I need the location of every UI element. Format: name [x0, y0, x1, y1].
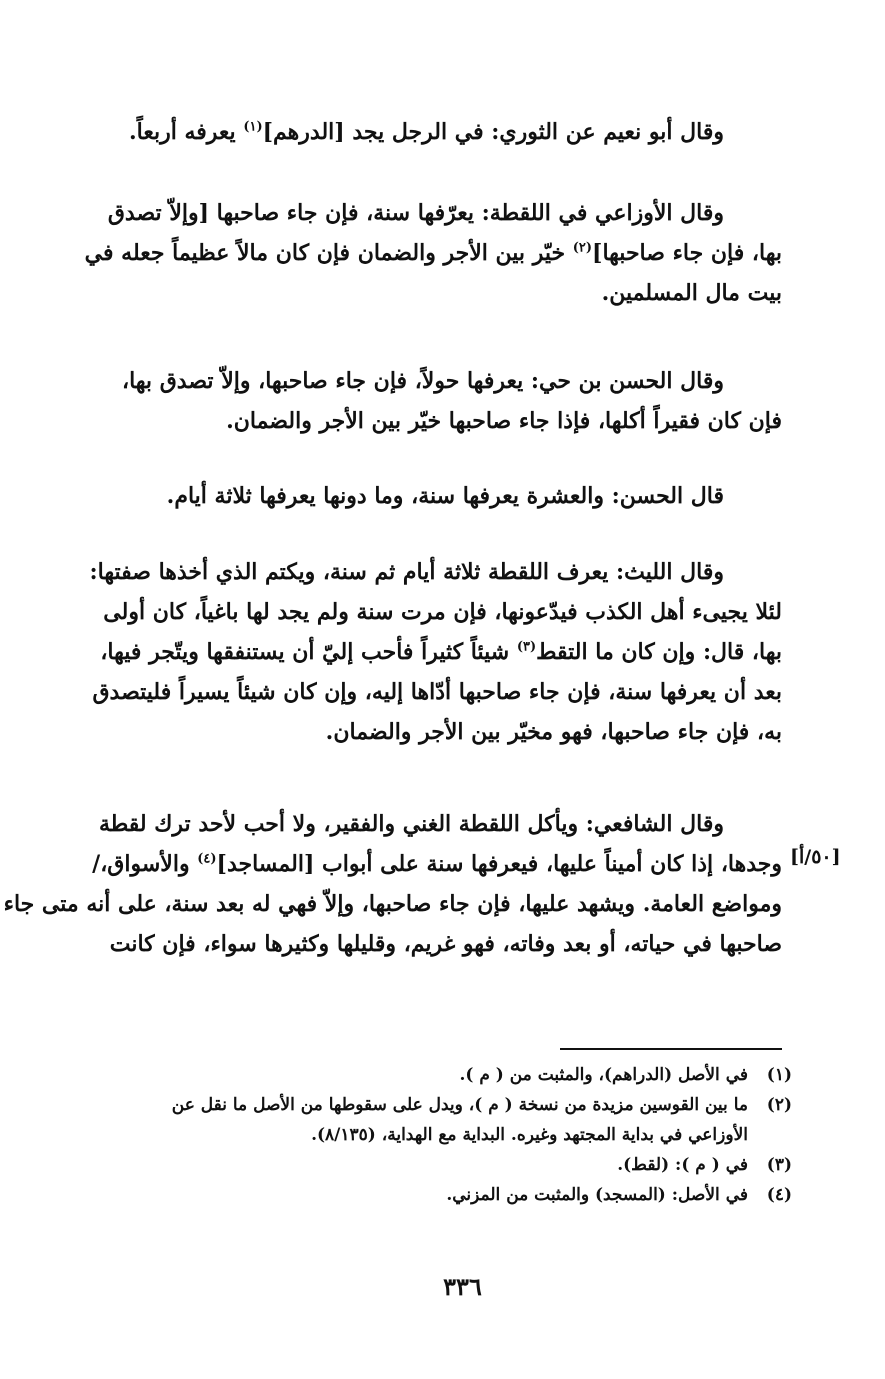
footnote-2 [40, 1090, 792, 1150]
text-line: وقال الشافعي: ويأكل اللقطة الغني والفقير، ولا أحب لأحد ترك لقطة [98, 811, 724, 837]
text-line: قال الحسن: والعشرة يعرفها سنة، وما دونها يعرفها ثلاثة أيام. [166, 483, 724, 509]
paragraph-2 [84, 193, 782, 313]
footnote-4 [40, 1180, 792, 1210]
footnote-marker[interactable]: (١) [243, 119, 263, 135]
page-number: ٣٣٦ [443, 1272, 482, 1301]
paragraph-5 [90, 552, 782, 752]
paragraph-4 [90, 476, 782, 516]
footnote-number: (١) [766, 1065, 792, 1085]
text-line: ومواضع العامة. ويشهد عليها، فإن جاء صاحبها، وإلاّ فهي له بعد سنة، على أنه متى جاء [3, 891, 782, 917]
footnote-text: في الأصل (الدراهم)، والمثبت من ( م ). [459, 1065, 748, 1085]
footnote-marker[interactable]: (٤) [197, 851, 217, 867]
footnote-marker[interactable]: (٣) [516, 639, 537, 655]
paragraph-6 [3, 804, 782, 964]
manuscript-folio-reference: [٥٠/أ] [790, 846, 841, 868]
text-line: وقال الحسن بن حي: يعرفها حولاً، فإن جاء صاحبها، وإلاّ تصدق بها، [121, 368, 724, 394]
text-line: وقال أبو نعيم عن الثوري: في الرجل يجد [الدرهم]$^{(١)}$ يعرفه أربعاً. [128, 119, 724, 145]
footnote-text: في ( م ): (لقط). [617, 1155, 748, 1175]
footnote-text: ما بين القوسين مزيدة من نسخة ( م )، ويدل على سقوطها من الأصل ما نقل عن الأوزاعي في بداية المجتهد وغيره. البداية مع الهداية، (٨/١٣٥). [171, 1095, 748, 1145]
text-line: بها، قال: وإن كان ما التقط$^{(٣)}$ شيئاً كثيراً فأحب إليّ أن يستنفقها ويتّجر فيها، [100, 639, 782, 665]
paragraph-1 [90, 112, 782, 152]
text-line: فإن كان فقيراً أكلها، فإذا جاء صاحبها خيّر بين الأجر والضمان. [226, 408, 782, 434]
text-line: لئلا يجيىء أهل الكذب فيدّعونها، فإن مرت سنة ولم يجد لها باغياً، كان أولى [103, 599, 782, 625]
text-line: بعد أن يعرفها سنة، فإن جاء صاحبها أدّاها إليه، وإن كان شيئاً يسيراً فليتصدق [92, 679, 782, 705]
footnote-3 [40, 1150, 792, 1180]
text-line: وقال الأوزاعي في اللقطة: يعرّفها سنة، فإن جاء صاحبها [وإلاّ تصدق [107, 200, 724, 226]
footnote-1 [40, 1060, 792, 1090]
text-line: بيت مال المسلمين. [601, 280, 782, 306]
footnote-text: في الأصل: (المسجد) والمثبت من المزني. [446, 1185, 748, 1205]
text-line: وجدها، إذا كان أميناً عليها، فيعرفها سنة على أبواب [المساجد]$^{(٤)}$ والأسواق،/ [92, 851, 782, 877]
footnote-separator [560, 1048, 782, 1050]
footnote-number: (٣) [766, 1155, 792, 1175]
paragraph-3 [90, 361, 782, 441]
text-line: صاحبها في حياته، أو بعد وفاته، فهو غريم، وقليلها وكثيرها سواء، فإن كانت [109, 931, 782, 957]
footnote-number: (٢) [766, 1095, 792, 1115]
footnotes [40, 1060, 792, 1210]
text-line: وقال الليث: يعرف اللقطة ثلاثة أيام ثم سنة، ويكتم الذي أخذها صفتها: [89, 559, 724, 585]
footnote-number: (٤) [766, 1185, 792, 1205]
text-line: بها، فإن جاء صاحبها]$^{(٢)}$ خيّر بين الأجر والضمان فإن كان مالاً عظيماً جعله في [84, 240, 782, 266]
footnote-marker[interactable]: (٢) [572, 240, 593, 256]
text-line: به، فإن جاء صاحبها، فهو مخيّر بين الأجر والضمان. [325, 719, 782, 745]
